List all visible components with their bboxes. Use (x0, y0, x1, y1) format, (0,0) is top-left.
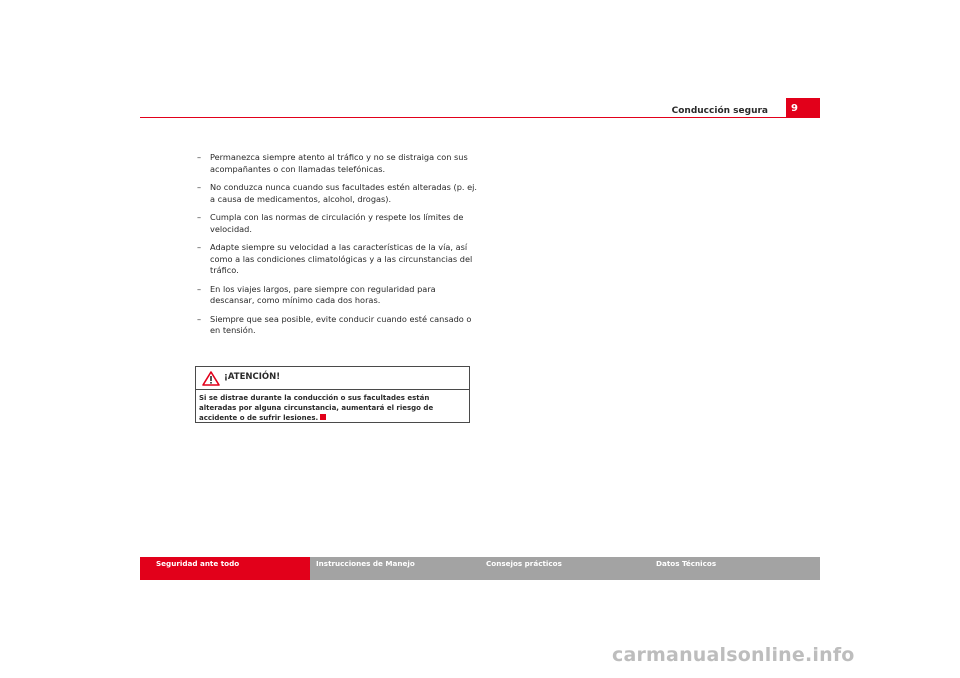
list-item (197, 314, 477, 337)
list-item (197, 212, 477, 235)
page-number: 9 (786, 98, 820, 118)
list-item-text: Permanezca siempre atento al tráfico y no se distraiga con sus acompañantes o con llamadas telefónicas. (210, 152, 468, 174)
warning-title: ¡ATENCIÓN! (224, 372, 281, 382)
warning-triangle-icon (202, 371, 220, 386)
tab-label: Consejos prácticos (486, 559, 562, 568)
watermark-text: carmanualsonline.info (612, 644, 855, 666)
list-item-text: Siempre que sea posible, evite conducir cuando esté cansado o en tensión. (210, 313, 472, 335)
bullet-dash: – (197, 242, 202, 252)
tab-instrucciones-de-manejo[interactable] (310, 557, 480, 580)
bullet-dash: – (197, 182, 202, 192)
warning-header (196, 367, 469, 390)
list-item (197, 182, 477, 205)
bullet-list (197, 152, 477, 344)
list-item-text: No conduzca nunca cuando sus facultades estén alteradas (p. ej. a causa de medicamentos, alcohol, drogas). (210, 182, 478, 204)
list-item (197, 284, 477, 307)
tab-datos-tecnicos[interactable] (650, 557, 820, 580)
header-rule (140, 117, 820, 118)
page-title: Conducción segura (671, 106, 768, 116)
bullet-dash: – (197, 313, 202, 324)
bullet-dash: – (197, 212, 202, 222)
end-of-section-icon (320, 414, 326, 420)
tab-label: Datos Técnicos (656, 559, 717, 568)
warning-text (196, 390, 469, 423)
list-item-text: En los viajes largos, pare siempre con regularidad para descansar, como mínimo cada dos horas. (210, 283, 436, 305)
list-item-text: Cumpla con las normas de circulación y respete los límites de velocidad. (210, 212, 464, 234)
tab-label: Seguridad ante todo (156, 559, 240, 568)
tab-label: Instrucciones de Manejo (316, 559, 415, 568)
list-item (197, 152, 477, 175)
bullet-dash: – (197, 283, 202, 294)
warning-text-body: Si se distrae durante la conducción o sus facultades están alteradas por alguna circunstancia, aumentará el riesgo de accidente o de sufrir lesiones. (199, 394, 434, 422)
warning-box (195, 366, 470, 423)
bullet-dash: – (197, 152, 202, 162)
tab-seguridad-ante-todo[interactable] (140, 557, 310, 580)
list-item (197, 242, 477, 277)
tab-consejos-practicos[interactable] (480, 557, 650, 580)
list-item-text: Adapte siempre su velocidad a las características de la vía, así como a las condiciones climatológicas y a las circunstancias del tráfico. (210, 242, 473, 275)
